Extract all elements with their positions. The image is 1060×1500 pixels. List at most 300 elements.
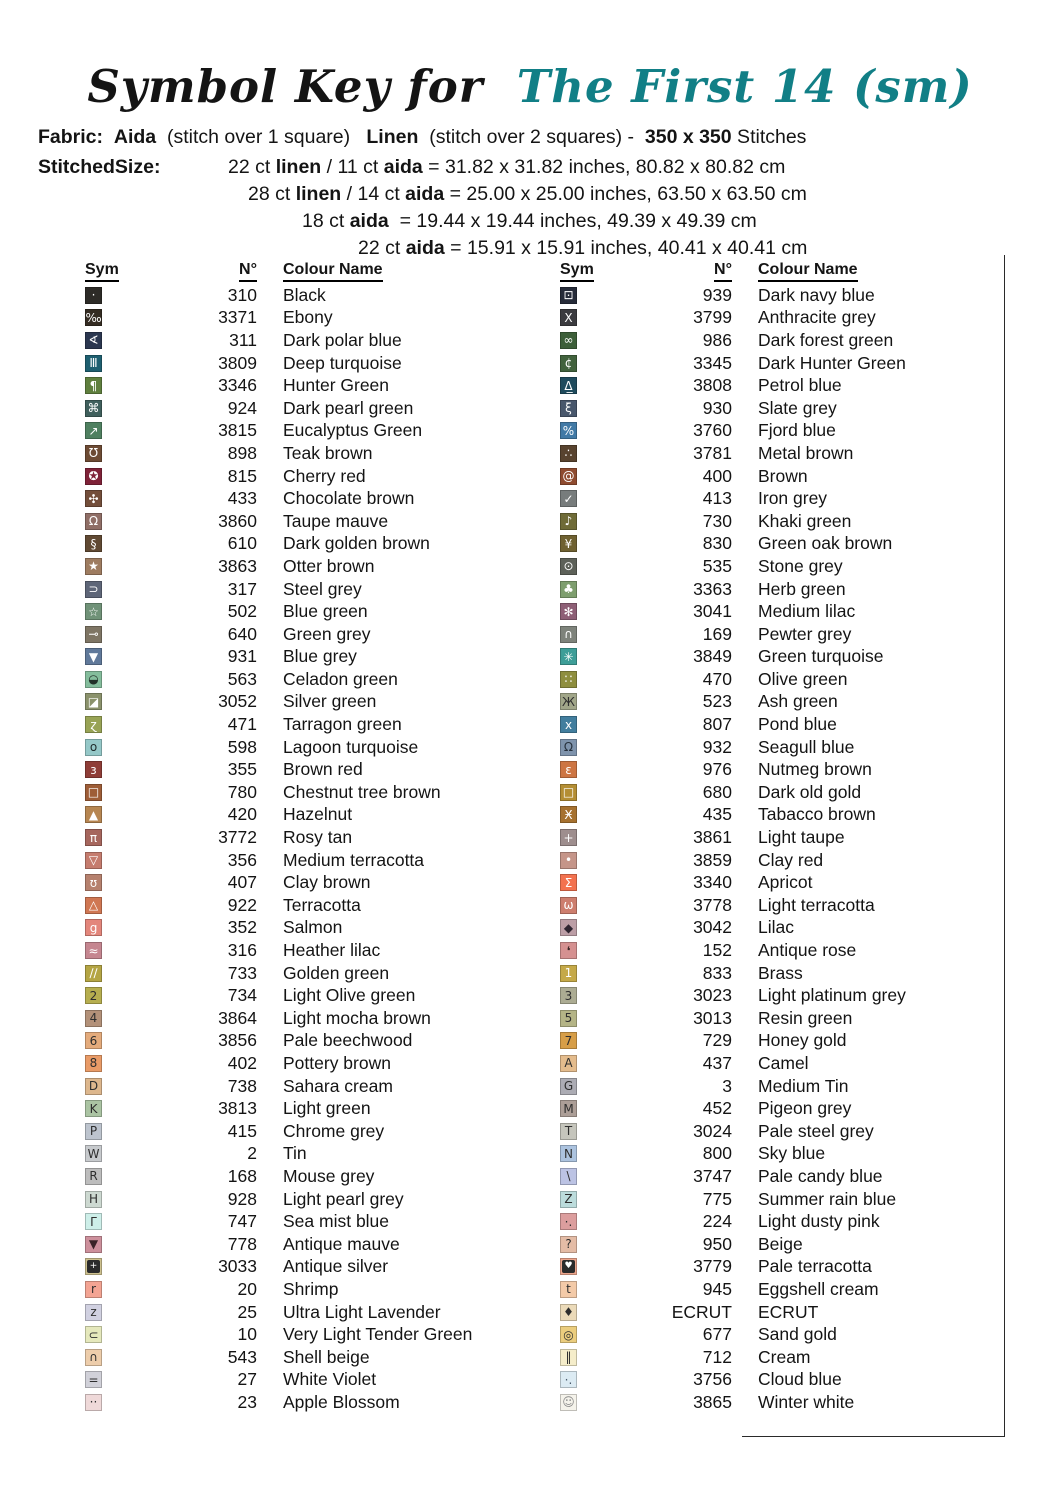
symbol-glyph: K: [89, 1101, 98, 1116]
text-segment: (stitch over 2 squares) -: [418, 126, 645, 148]
symbol-swatch: [85, 1191, 102, 1208]
colour-number: 730: [702, 510, 732, 531]
bold-text-segment: aida: [405, 183, 445, 205]
table-row: [85, 1391, 555, 1414]
text-segment: [103, 126, 114, 148]
table-row: [560, 826, 1030, 849]
symbol-swatch: [560, 1349, 577, 1366]
symbol-swatch: [560, 942, 577, 959]
symbol-glyph: ⌘: [87, 401, 100, 416]
colour-name: Iron grey: [758, 488, 828, 509]
table-row: [560, 533, 1030, 556]
symbol-glyph: ▼: [88, 649, 99, 664]
symbol-glyph: 8: [89, 1056, 98, 1071]
colour-name: Petrol blue: [758, 375, 842, 396]
table-row: [560, 284, 1030, 307]
symbol-glyph: ʊ: [89, 875, 98, 890]
table-row: [560, 1278, 1030, 1301]
text-segment: / 11 ct: [321, 156, 384, 178]
colour-name: Clay brown: [283, 872, 371, 893]
symbol-glyph: ✣: [88, 491, 99, 506]
colour-number: 452: [702, 1098, 732, 1119]
symbol-glyph: ⊡: [563, 288, 574, 303]
colour-name: Blue green: [283, 601, 368, 622]
text-segment: 18 ct: [302, 210, 350, 232]
symbol-swatch: [85, 1371, 102, 1388]
colour-number: 311: [229, 329, 257, 350]
table-row: [85, 487, 555, 510]
table-row: [560, 962, 1030, 985]
page-title-prefix: Symbol Key for: [87, 60, 501, 113]
colour-number: 3809: [218, 352, 257, 373]
colour-number: 3747: [693, 1165, 732, 1186]
colour-number: 3756: [693, 1369, 732, 1390]
symbol-glyph: 5: [564, 1011, 573, 1026]
symbol-glyph: W: [87, 1146, 100, 1161]
colour-number: 932: [702, 736, 732, 757]
symbol-glyph: ▲: [88, 807, 99, 822]
table-row: [560, 623, 1030, 646]
table-row: [560, 939, 1030, 962]
symbol-swatch: [560, 965, 577, 982]
colour-name: Camel: [758, 1052, 809, 1073]
colour-number: 3340: [693, 872, 732, 893]
colour-name: Medium terracotta: [283, 849, 425, 870]
symbol-swatch: [85, 1258, 102, 1275]
colour-name: Hazelnut: [283, 804, 353, 825]
symbol-swatch: [560, 784, 577, 801]
colour-number: 640: [227, 623, 257, 644]
symbol-glyph: ‰: [85, 310, 102, 325]
table-row: [85, 1165, 555, 1188]
text-segment: 22 ct: [358, 237, 406, 259]
symbol-glyph: ≈: [88, 943, 99, 958]
table-row: [85, 1052, 555, 1075]
symbol-swatch: [560, 1010, 577, 1027]
symbol-swatch: [560, 852, 577, 869]
table-row: [85, 758, 555, 781]
colour-name: Dark Hunter Green: [758, 352, 906, 373]
colour-number: 3813: [218, 1098, 257, 1119]
colour-name: Light pearl grey: [283, 1188, 404, 1209]
symbol-glyph: ⊙: [563, 559, 574, 574]
symbol-swatch: [560, 332, 577, 349]
text-segment: (stitch over 1 square): [156, 126, 367, 148]
colour-name: Teak brown: [283, 442, 373, 463]
colour-number: 3772: [218, 827, 257, 848]
table-row: [85, 555, 555, 578]
symbol-glyph: ✳: [563, 649, 574, 664]
symbol-swatch: [85, 919, 102, 936]
symbol-swatch: [560, 1236, 577, 1253]
bold-text-segment: aida: [349, 210, 389, 232]
colour-number: 470: [702, 668, 732, 689]
colour-number: 3: [722, 1075, 732, 1096]
table-row: [560, 713, 1030, 736]
symbol-swatch: [85, 784, 102, 801]
colour-name: Sea mist blue: [283, 1211, 390, 1232]
colour-name: Sky blue: [758, 1143, 826, 1164]
table-row: [85, 420, 555, 443]
colour-name: Light taupe: [758, 827, 845, 848]
table-row: [560, 1143, 1030, 1166]
colour-name: Chocolate brown: [283, 488, 415, 509]
colour-name: Honey gold: [758, 1030, 847, 1051]
symbol-glyph: T: [564, 1124, 573, 1139]
table-row: [85, 1188, 555, 1211]
table-row: [560, 736, 1030, 759]
table-row: [85, 804, 555, 827]
colour-name: Slate grey: [758, 397, 837, 418]
table-row: [560, 849, 1030, 872]
table-row: [560, 1120, 1030, 1143]
text-segment: = 25.00 x 25.00 inches, 63.50 x 63.50 cm: [444, 183, 807, 205]
table-row: [560, 442, 1030, 465]
colour-name: Beige: [758, 1233, 803, 1254]
symbol-swatch: [85, 1010, 102, 1027]
symbol-swatch: [85, 648, 102, 665]
symbol-glyph: ◪: [87, 694, 100, 709]
symbol-glyph: H: [88, 1192, 99, 1207]
symbol-glyph: ∩: [564, 627, 573, 642]
colour-name: Dark forest green: [758, 329, 894, 350]
colour-number: 833: [702, 962, 732, 983]
symbol-glyph: ‖: [565, 1350, 572, 1365]
symbol-glyph: ··: [89, 1395, 98, 1410]
symbol-glyph: ∷: [564, 672, 573, 687]
table-rows-right: [560, 284, 1030, 1414]
table-row: [560, 691, 1030, 714]
symbol-glyph: Z: [564, 1192, 573, 1207]
colour-name: Light Olive green: [283, 985, 416, 1006]
colour-name: Metal brown: [758, 442, 854, 463]
symbol-glyph: X: [564, 310, 573, 325]
colour-number: 3815: [218, 420, 257, 441]
symbol-swatch: [560, 874, 577, 891]
colour-number: 677: [702, 1324, 732, 1345]
colour-number: 3760: [693, 420, 732, 441]
colour-number: 352: [227, 917, 257, 938]
colour-number: 950: [702, 1233, 732, 1254]
colour-name: Winter white: [758, 1391, 855, 1412]
colour-name: Light terracotta: [758, 894, 875, 915]
colour-number: 317: [227, 578, 257, 599]
colour-name: Herb green: [758, 578, 846, 599]
symbol-swatch: [85, 829, 102, 846]
colour-name: Dark golden brown: [283, 533, 430, 554]
symbol-swatch: [560, 535, 577, 552]
colour-name: Resin green: [758, 1007, 853, 1028]
colour-number: 3849: [693, 646, 732, 667]
symbol-glyph: ∩: [89, 1350, 98, 1365]
table-row: [85, 1007, 555, 1030]
colour-number: 3863: [218, 555, 257, 576]
colour-number: 733: [227, 962, 257, 983]
symbol-swatch: [85, 1100, 102, 1117]
table-row: [560, 1256, 1030, 1279]
symbol-glyph: ¥: [564, 536, 573, 551]
colour-name: Seagull blue: [758, 736, 855, 757]
symbol-swatch: [85, 739, 102, 756]
colour-name: Golden green: [283, 962, 390, 983]
table-row: [560, 307, 1030, 330]
symbol-glyph: ☆: [88, 604, 99, 619]
colour-number: 922: [227, 894, 257, 915]
colour-number: 535: [702, 555, 732, 576]
colour-number: 775: [702, 1188, 732, 1209]
symbol-swatch: [85, 942, 102, 959]
header-sym: Sym: [560, 261, 594, 282]
table-row: [560, 1007, 1030, 1030]
colour-name: Pewter grey: [758, 623, 852, 644]
table-row: [560, 397, 1030, 420]
colour-name: Brown: [758, 465, 808, 486]
bold-text-segment: Linen: [366, 126, 419, 148]
colour-number: 3865: [693, 1391, 732, 1412]
symbol-glyph: □: [87, 785, 100, 800]
table-row: [560, 871, 1030, 894]
symbol-glyph: ☺: [562, 1395, 575, 1410]
table-row: [85, 374, 555, 397]
colour-number: 3024: [693, 1120, 732, 1141]
symbol-swatch: [560, 1213, 577, 1230]
symbol-swatch: [560, 422, 577, 439]
table-row: [85, 307, 555, 330]
table-row: [560, 510, 1030, 533]
symbol-glyph: ▽: [88, 853, 99, 868]
symbol-glyph: ♪: [564, 514, 573, 529]
colour-number: 778: [227, 1233, 257, 1254]
symbol-swatch: [560, 1371, 577, 1388]
colour-number: 3033: [218, 1256, 257, 1277]
colour-name: Cherry red: [283, 465, 366, 486]
table-row: [560, 1165, 1030, 1188]
table-row: [85, 646, 555, 669]
colour-number: 27: [237, 1369, 257, 1390]
symbol-glyph: Ω: [563, 740, 574, 755]
symbol-swatch: [85, 287, 102, 304]
symbol-swatch: [85, 309, 102, 326]
table-row: [560, 1097, 1030, 1120]
table-row: [85, 781, 555, 804]
colour-number: 3346: [218, 375, 257, 396]
symbol-swatch: [560, 1168, 577, 1185]
symbol-swatch: [85, 671, 102, 688]
table-row: [85, 871, 555, 894]
colour-number: 815: [227, 465, 257, 486]
symbol-glyph: o: [89, 740, 98, 755]
colour-name: ECRUT: [758, 1301, 819, 1322]
colour-number: 407: [227, 872, 257, 893]
symbol-glyph: @: [562, 469, 575, 484]
colour-number: 800: [702, 1143, 732, 1164]
colour-number: 3042: [693, 917, 732, 938]
symbol-glyph: ω: [563, 898, 574, 913]
symbol-table-left: [85, 256, 555, 1414]
symbol-glyph: ★: [88, 559, 99, 574]
table-row: [85, 1301, 555, 1324]
symbol-glyph: Γ: [90, 1214, 97, 1229]
colour-number: 502: [227, 601, 257, 622]
colour-number: 563: [227, 668, 257, 689]
colour-name: Stone grey: [758, 555, 843, 576]
table-row: [85, 1030, 555, 1053]
colour-number: 471: [227, 714, 257, 735]
symbol-glyph: r: [91, 1282, 96, 1297]
colour-name: Dark old gold: [758, 781, 862, 802]
colour-name: Antique silver: [283, 1256, 389, 1277]
colour-name: Rosy tan: [283, 827, 353, 848]
table-row: [85, 442, 555, 465]
symbol-swatch: [85, 716, 102, 733]
colour-number: 435: [702, 804, 732, 825]
colour-name: Sahara cream: [283, 1075, 393, 1096]
symbol-glyph: =: [88, 1372, 99, 1387]
table-row: [560, 668, 1030, 691]
header-number: N°: [560, 261, 732, 282]
symbol-swatch: [560, 581, 577, 598]
symbol-swatch: [560, 468, 577, 485]
symbol-swatch: [85, 422, 102, 439]
table-row: [560, 352, 1030, 375]
table-row: [560, 329, 1030, 352]
table-row: [85, 1233, 555, 1256]
symbol-swatch: [85, 468, 102, 485]
colour-name: Ebony: [283, 307, 333, 328]
table-row: [85, 962, 555, 985]
symbol-glyph: ✓: [563, 491, 574, 506]
symbol-swatch: [560, 1258, 577, 1275]
symbol-glyph: □: [562, 785, 575, 800]
symbol-glyph: ξ: [565, 401, 572, 416]
symbol-swatch: [560, 1304, 577, 1321]
colour-number: 415: [227, 1120, 257, 1141]
symbol-swatch: [560, 490, 577, 507]
symbol-glyph: x: [564, 717, 573, 732]
symbol-glyph: M: [563, 1101, 574, 1116]
symbol-swatch: [85, 1394, 102, 1411]
colour-name: Pale candy blue: [758, 1165, 883, 1186]
colour-number: 2: [247, 1143, 257, 1164]
symbol-swatch: [85, 1326, 102, 1343]
colour-name: Taupe mauve: [283, 510, 389, 531]
symbol-swatch: [85, 332, 102, 349]
symbol-table-right: [560, 256, 1030, 1414]
symbol-glyph: π: [89, 830, 98, 845]
symbol-swatch: [85, 1168, 102, 1185]
colour-number: 807: [702, 714, 732, 735]
colour-name: Antique mauve: [283, 1233, 400, 1254]
symbol-swatch: [85, 490, 102, 507]
table-row: [85, 465, 555, 488]
bold-text-segment: aida: [405, 237, 445, 259]
colour-number: 10: [237, 1324, 257, 1345]
fabric-info-line: [38, 126, 806, 149]
symbol-glyph: 1: [564, 966, 573, 981]
colour-name: Brass: [758, 962, 803, 983]
colour-number: 420: [227, 804, 257, 825]
table-row: [560, 1210, 1030, 1233]
colour-number: 3808: [693, 375, 732, 396]
table-row: [85, 284, 555, 307]
colour-number: 224: [702, 1211, 732, 1232]
colour-name: Light mocha brown: [283, 1007, 431, 1028]
colour-name: Light green: [283, 1098, 371, 1119]
symbol-glyph: 7: [564, 1033, 573, 1048]
symbol-swatch: [560, 1032, 577, 1049]
table-row: [85, 1256, 555, 1279]
symbol-swatch: [560, 1123, 577, 1140]
colour-number: 976: [702, 759, 732, 780]
table-row: [85, 329, 555, 352]
colour-number: 3860: [218, 510, 257, 531]
symbol-swatch: [560, 1055, 577, 1072]
bold-text-segment: aida: [383, 156, 423, 178]
table-row: [85, 510, 555, 533]
symbol-glyph: ♦: [563, 1305, 574, 1320]
colour-name: Mouse grey: [283, 1165, 375, 1186]
colour-name: Celadon green: [283, 668, 398, 689]
table-row: [85, 1369, 555, 1392]
symbol-glyph: ?: [565, 1237, 572, 1252]
colour-name: Cream: [758, 1346, 811, 1367]
text-segment: = 15.91 x 15.91 inches, 40.41 x 40.41 cm: [444, 237, 808, 259]
symbol-glyph: +: [87, 1260, 100, 1273]
symbol-glyph: Ӿ: [564, 807, 573, 822]
table-row: [85, 1143, 555, 1166]
symbol-swatch: [560, 377, 577, 394]
symbol-swatch: [560, 287, 577, 304]
table-row: [85, 1278, 555, 1301]
colour-name: Salmon: [283, 917, 343, 938]
colour-number: 523: [702, 691, 732, 712]
symbol-swatch: [560, 716, 577, 733]
colour-number: 945: [702, 1278, 732, 1299]
symbol-glyph: t: [566, 1282, 571, 1297]
colour-name: Pottery brown: [283, 1052, 391, 1073]
symbol-swatch: [560, 355, 577, 372]
colour-name: Pond blue: [758, 714, 837, 735]
symbol-glyph: ⊸: [88, 627, 99, 642]
colour-number: 924: [227, 397, 257, 418]
colour-name: Very Light Tender Green: [283, 1324, 473, 1345]
symbol-glyph: P: [89, 1124, 98, 1139]
header-number: N°: [85, 261, 257, 282]
table-rows-left: [85, 284, 555, 1414]
symbol-glyph: ◒: [88, 672, 99, 687]
table-row: [560, 374, 1030, 397]
bold-text-segment: linen: [275, 156, 322, 178]
header-colour-name: Colour Name: [758, 261, 858, 282]
bold-text-segment: Fabric:: [38, 126, 104, 148]
table-row: [560, 984, 1030, 1007]
colour-number: 433: [227, 488, 257, 509]
table-row: [85, 939, 555, 962]
colour-name: Lagoon turquoise: [283, 736, 419, 757]
table-row: [85, 713, 555, 736]
symbol-swatch: [85, 1145, 102, 1162]
table-row: [85, 578, 555, 601]
symbol-glyph: ◆: [563, 920, 574, 935]
symbol-swatch: [85, 1213, 102, 1230]
colour-name: Ash green: [758, 691, 838, 712]
table-row: [560, 1323, 1030, 1346]
symbol-swatch: [85, 1123, 102, 1140]
colour-number: 738: [227, 1075, 257, 1096]
table-row: [85, 1120, 555, 1143]
colour-name: Deep turquoise: [283, 352, 402, 373]
symbol-swatch: [85, 400, 102, 417]
